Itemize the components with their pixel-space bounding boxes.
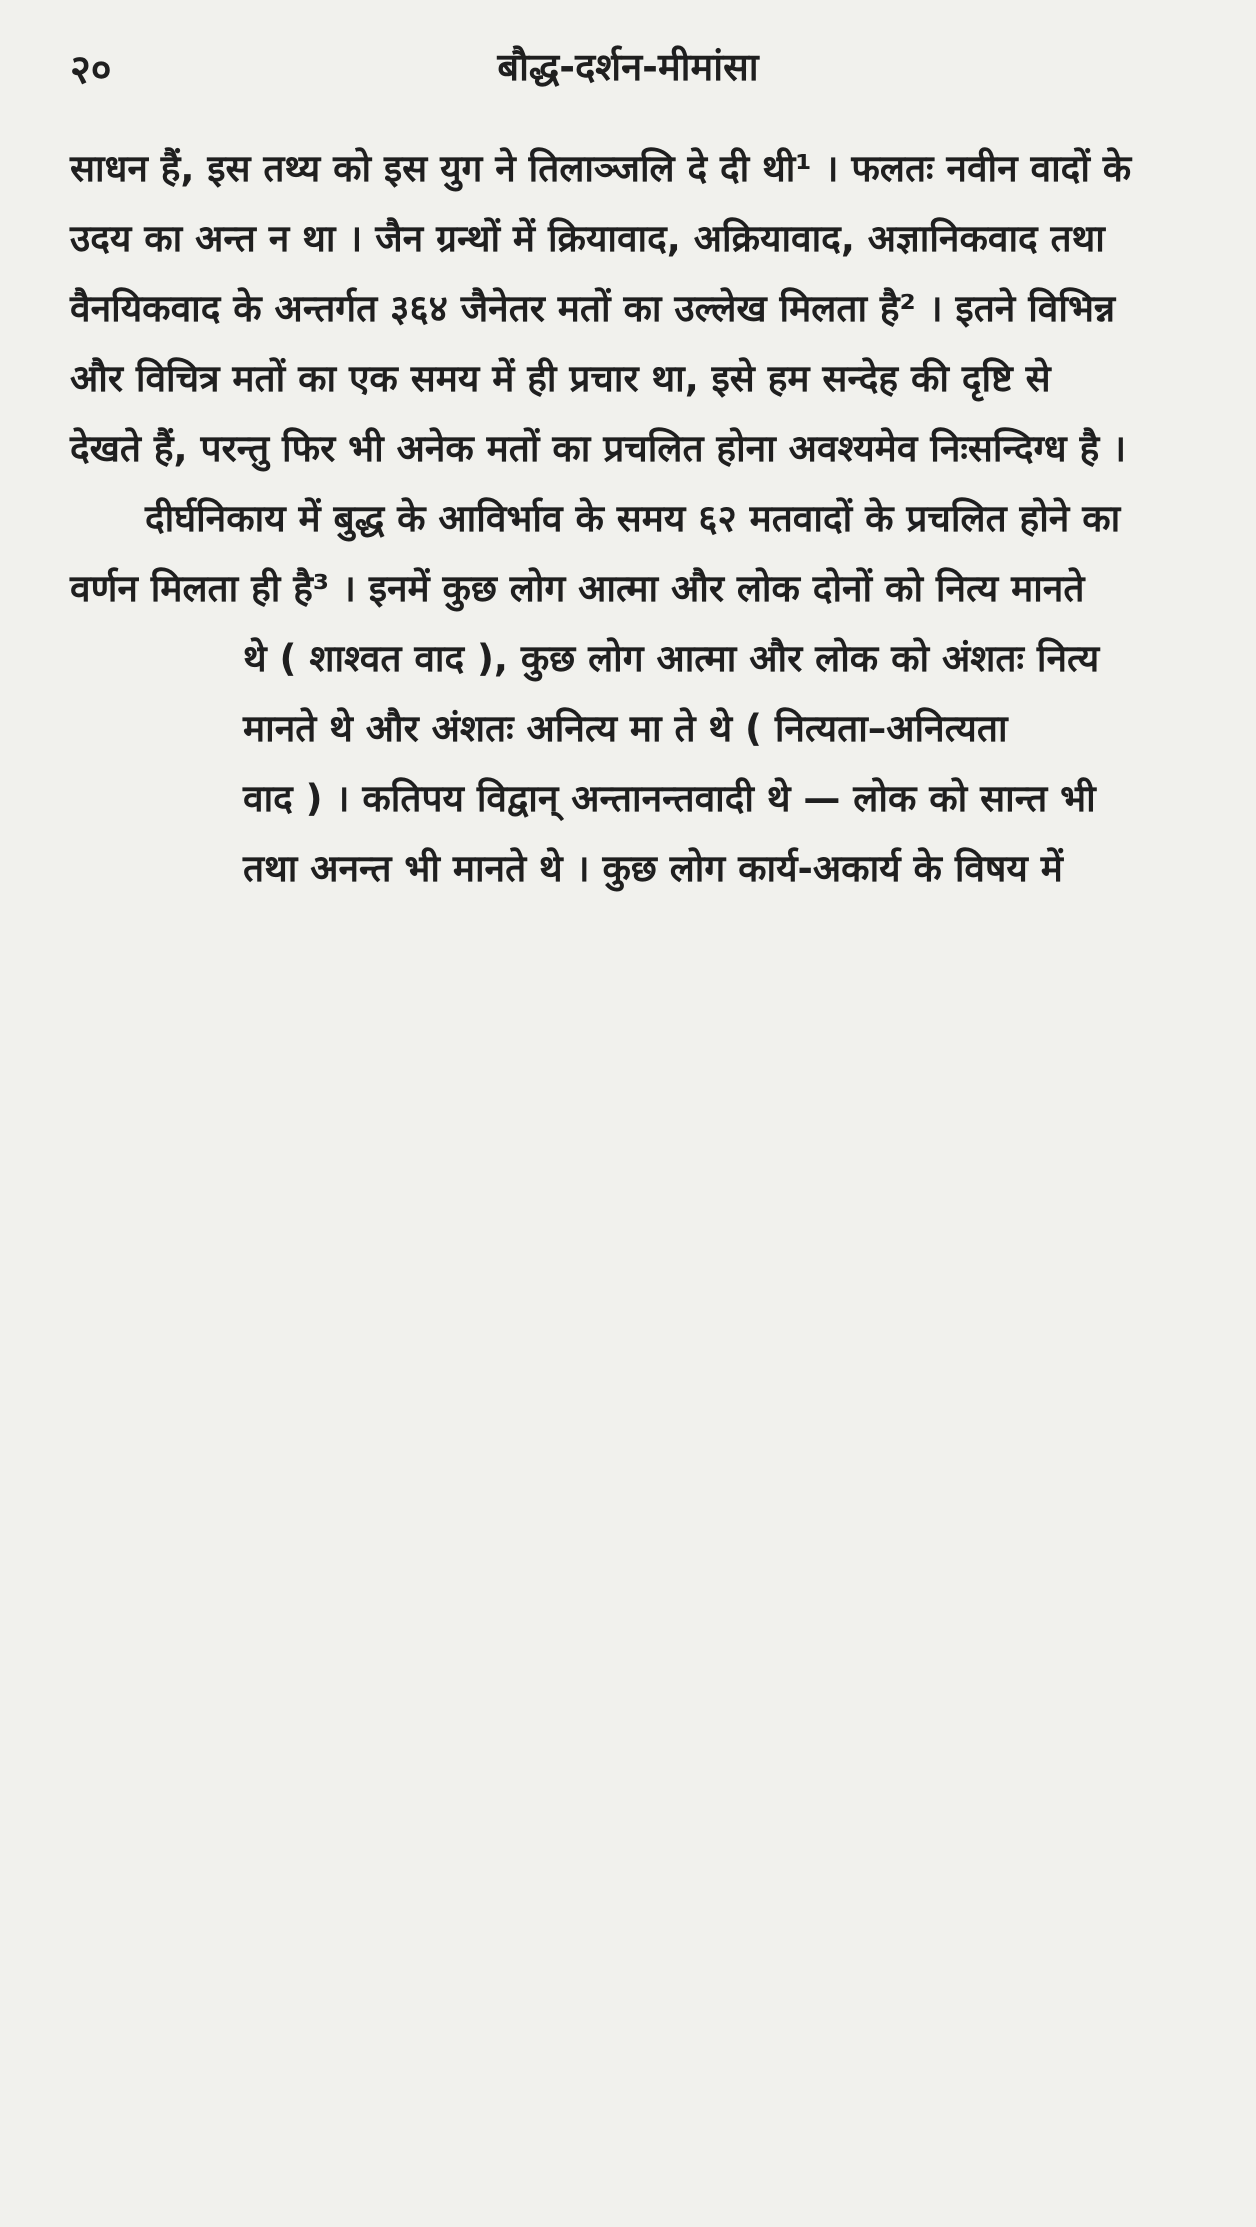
body-line: मानते थे और अंशतः अनित्य मा ते थे ( नित्यता–अनित्यता [243,707,1008,750]
body-line: वैनयिकवाद के अन्तर्गत ३६४ जैनेतर मतों का उल्लेख मिलता है² । इतने विभिन्न [70,287,1116,330]
body-line: साधन हैं, इस तथ्य को इस युग ने तिलाञ्जलि दे दी थी¹ । फलतः नवीन वादों के [70,147,1132,190]
page-number: २० [70,47,112,93]
body-line: वाद ) । कतिपय विद्वान् अन्तानन्तवादी थे — लोक को सान्त भी [243,777,1096,820]
body-line: उदय का अन्त न था । जैन ग्रन्थों में क्रियावाद, अक्रियावाद, अज्ञानिकवाद तथा [70,217,1105,260]
body-line: थे ( शाश्वत वाद ), कुछ लोग आत्मा और लोक को अंशतः नित्य [243,637,1100,680]
body-line: देखते हैं, परन्तु फिर भी अनेक मतों का प्रचलित होना अवश्यमेव निःसन्दिग्ध है । [70,427,1127,470]
body-line: और विचित्र मतों का एक समय में ही प्रचार था, इसे हम सन्देह की दृष्टि से [70,357,1051,400]
body-line: वर्णन मिलता ही है³ । इनमें कुछ लोग आत्मा और लोक दोनों को नित्य मानते [70,567,1085,610]
body-line: तथा अनन्त भी मानते थे । कुछ लोग कार्य-अकार्य के विषय में [243,847,1063,890]
page-header [0,40,1256,100]
running-title: बौद्ध-दर्शन-मीमांसा [497,45,759,89]
body-line: दीर्घनिकाय में बुद्ध के आविर्भाव के समय ६२ मतवादों के प्रचलित होने का [145,497,1121,540]
